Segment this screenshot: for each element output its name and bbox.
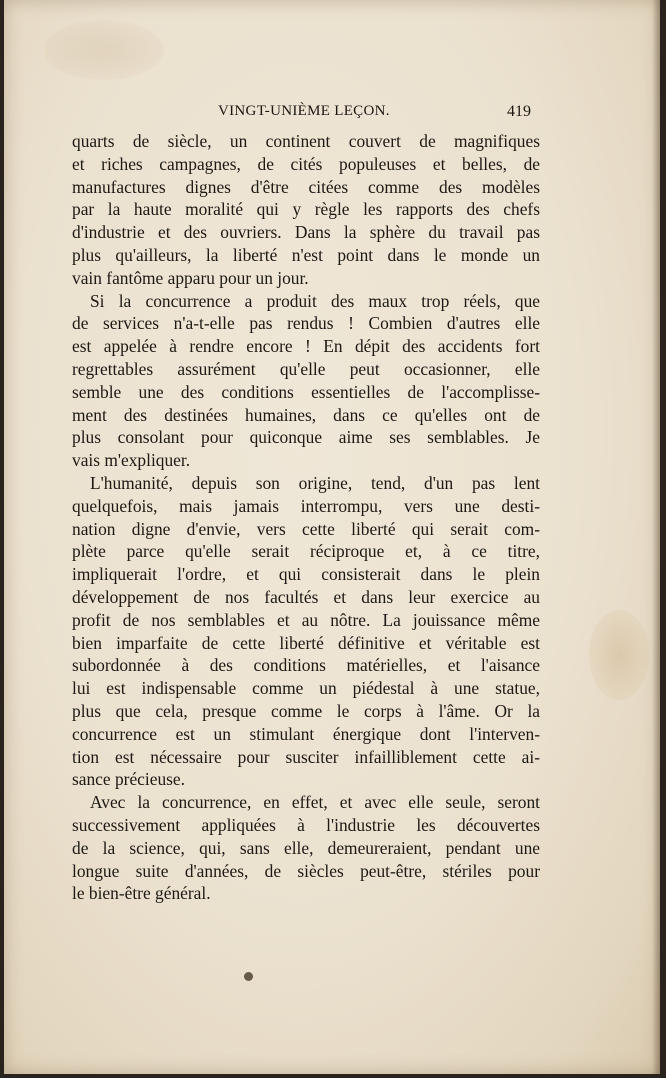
paragraph [72,290,540,472]
running-title: VINGT-UNIÈME LEÇON. [218,103,390,119]
text-line: de la science, qui, sans elle, demeureraient, pendant une [72,837,540,858]
text-line: bien imparfaite de cette liberté définitive et véritable est [72,632,540,653]
text-line: Avec la concurrence, en effet, et avec elle seule, seront [90,792,540,813]
text-line: L'humanité, depuis son origine, tend, d'un pas lent [90,472,540,493]
text-line: semble une des conditions essentielles de l'accomplisse- [72,381,540,402]
page-number: 419 [507,103,531,120]
text-line: vais m'expliquer. [72,450,191,471]
paragraph [72,791,540,905]
text-line: nation digne d'envie, vers cette liberté qui serait com- [72,518,540,539]
paper-stain [244,972,253,981]
text-line: est appelée à rendre encore ! En dépit des accidents fort [72,336,540,357]
text-line: le bien-être général. [72,883,211,904]
paragraph [72,130,540,290]
paper-stain [589,610,649,700]
text-line: quelquefois, mais jamais interrompu, vers une desti- [72,495,540,516]
text-line: quarts de siècle, un continent couvert de magnifiques [72,131,540,151]
text-line: ment des destinées humaines, dans ce qu'elles ont de [72,404,540,425]
text-line: Si la concurrence a produit des maux trop réels, que [90,290,540,311]
text-line: lui est indispensable comme un piédestal à une statue, [72,678,540,699]
text-line: impliquerait l'ordre, et qui consisterait dans le plein [72,564,540,585]
text-line: de services n'a-t-elle pas rendus ! Combien d'autres elle [72,313,540,334]
page-edge-shadow [652,0,660,1074]
paragraph [72,472,540,791]
text-line: plète parce qu'elle serait réciproque et, à ce titre, [72,541,540,562]
text-line: sance précieuse. [72,769,185,790]
text-line: plus consolant pour quiconque aime ses semblables. Je [72,427,540,448]
text-line: longue suite d'années, de siècles peut-être, stériles pour [72,860,540,881]
text-line: manufactures dignes d'être citées comme des modèles [72,176,540,197]
body-text [72,130,540,905]
text-line: développement de nos facultés et dans leur exercice au [72,586,540,607]
text-line: successivement appliquées à l'industrie les découvertes [72,814,540,835]
text-line: tion est nécessaire pour susciter infailliblement cette ai- [72,746,540,767]
text-line: subordonnée à des conditions matérielles, et l'aisance [72,655,540,676]
paper-stain [44,20,164,80]
text-line: plus qu'ailleurs, la liberté n'est point dans le monde un [72,244,540,265]
text-line: plus que cela, presque comme le corps à l'âme. Or la [72,700,540,721]
text-line: et riches campagnes, de cités populeuses et belles, de [72,153,540,174]
page-header [4,103,660,127]
book-page [4,0,660,1074]
text-line: par la haute moralité qui y règle les rapports des chefs [72,199,540,220]
text-line: d'industrie et des ouvriers. Dans la sphère du travail pas [72,222,540,243]
text-line: concurrence est un stimulant énergique dont l'interven- [72,723,540,744]
text-line: profit de nos semblables et au nôtre. La jouissance même [72,609,540,630]
text-line: vain fantôme apparu pour un jour. [72,267,309,288]
text-line: regrettables assurément qu'elle peut occasionner, elle [72,358,540,379]
